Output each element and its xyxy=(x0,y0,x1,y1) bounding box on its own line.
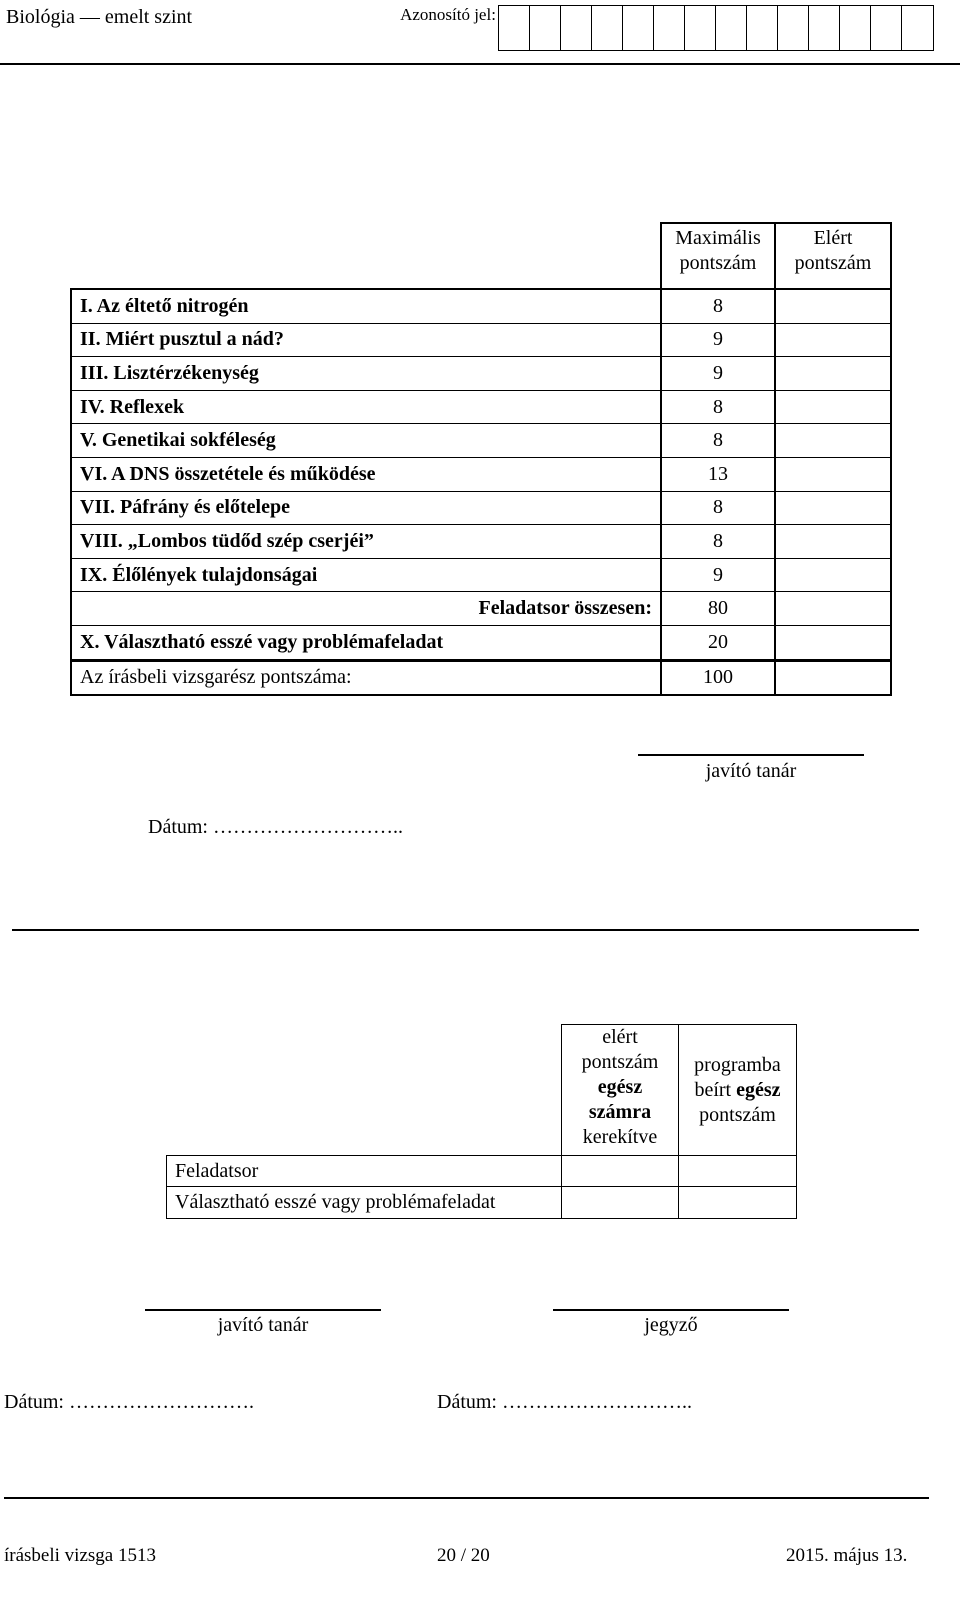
subtotal-achieved-cell[interactable] xyxy=(775,592,891,626)
date-field-left[interactable]: Dátum: ………………………. xyxy=(4,1391,254,1413)
task-label: VII. Páfrány és előtelepe xyxy=(71,491,661,525)
id-box[interactable] xyxy=(747,6,778,50)
achieved-score-cell[interactable] xyxy=(775,558,891,592)
id-box[interactable] xyxy=(592,6,623,50)
id-boxes[interactable] xyxy=(498,5,934,51)
id-box[interactable] xyxy=(902,6,933,50)
id-box[interactable] xyxy=(840,6,871,50)
task-label: IV. Reflexek xyxy=(71,390,661,424)
task-label: VI. A DNS összetétele és működése xyxy=(71,457,661,491)
signature-label-teacher: javító tanár xyxy=(217,1314,309,1336)
row-label-essay: Választható esszé vagy problémafeladat xyxy=(167,1187,562,1219)
max-score: 8 xyxy=(661,390,775,424)
date-field[interactable]: Dátum: ……………………….. xyxy=(148,816,403,838)
header-title: Biológia — emelt szint xyxy=(6,6,193,28)
achieved-score-cell[interactable] xyxy=(775,525,891,559)
score-table xyxy=(70,222,892,696)
id-box[interactable] xyxy=(623,6,654,50)
signature-label: javító tanár xyxy=(705,760,797,782)
subtotal-label: Feladatsor összesen: xyxy=(71,592,661,626)
signature-line[interactable] xyxy=(145,1309,381,1311)
id-box[interactable] xyxy=(809,6,840,50)
max-score: 8 xyxy=(661,491,775,525)
max-score: 9 xyxy=(661,323,775,357)
achieved-score-cell[interactable] xyxy=(775,390,891,424)
max-score: 13 xyxy=(661,457,775,491)
rounded-score-cell[interactable] xyxy=(562,1156,679,1187)
id-box[interactable] xyxy=(778,6,809,50)
subtotal-max: 80 xyxy=(661,592,775,626)
entered-score-cell[interactable] xyxy=(679,1156,797,1187)
max-score: 8 xyxy=(661,424,775,458)
section-divider xyxy=(12,929,919,931)
task-label: V. Genetikai sokféleség xyxy=(71,424,661,458)
id-label: Azonosító jel: xyxy=(400,5,496,24)
footer-left: írásbeli vizsga 1513 xyxy=(4,1545,156,1566)
signature-line[interactable] xyxy=(638,754,864,756)
total-max: 100 xyxy=(661,660,775,695)
id-box[interactable] xyxy=(561,6,592,50)
footer-date: 2015. május 13. xyxy=(786,1545,908,1566)
footer-rule xyxy=(4,1497,929,1499)
id-box[interactable] xyxy=(685,6,716,50)
achieved-score-cell[interactable] xyxy=(775,457,891,491)
max-score: 8 xyxy=(661,525,775,559)
rounded-score-cell[interactable] xyxy=(562,1187,679,1219)
rounding-table xyxy=(166,1024,797,1219)
col-header-rounded: elért pontszám egész számra kerekítve xyxy=(562,1025,679,1156)
id-box[interactable] xyxy=(499,6,530,50)
signature-line[interactable] xyxy=(553,1309,789,1311)
max-score: 9 xyxy=(661,357,775,391)
task-label: III. Lisztérzékenység xyxy=(71,357,661,391)
achieved-score-cell[interactable] xyxy=(775,424,891,458)
entered-score-cell[interactable] xyxy=(679,1187,797,1219)
achieved-score-cell[interactable] xyxy=(775,323,891,357)
signature-label-notary: jegyző xyxy=(644,1314,698,1336)
col-header-max: Maximális pontszám xyxy=(661,223,775,289)
id-box[interactable] xyxy=(716,6,747,50)
footer-page: 20 / 20 xyxy=(437,1545,490,1566)
task-label: II. Miért pusztul a nád? xyxy=(71,323,661,357)
task-label: IX. Élőlények tulajdonságai xyxy=(71,558,661,592)
col-header-entered: programba beírt egész pontszám xyxy=(679,1025,797,1156)
date-field-right[interactable]: Dátum: ……………………….. xyxy=(437,1391,692,1413)
achieved-score-cell[interactable] xyxy=(775,357,891,391)
essay-achieved-cell[interactable] xyxy=(775,625,891,660)
col-header-got: Elért pontszám xyxy=(775,223,891,289)
essay-label: X. Választható esszé vagy problémafeladat xyxy=(71,625,661,660)
task-label: VIII. „Lombos tüdőd szép cserjéi” xyxy=(71,525,661,559)
header-rule xyxy=(0,63,960,65)
essay-max: 20 xyxy=(661,625,775,660)
id-box[interactable] xyxy=(530,6,561,50)
max-score: 8 xyxy=(661,289,775,323)
total-label: Az írásbeli vizsgarész pontszáma: xyxy=(71,660,661,695)
total-achieved-cell[interactable] xyxy=(775,660,891,695)
achieved-score-cell[interactable] xyxy=(775,491,891,525)
task-label: I. Az éltető nitrogén xyxy=(71,289,661,323)
id-box[interactable] xyxy=(871,6,902,50)
achieved-score-cell[interactable] xyxy=(775,289,891,323)
id-box[interactable] xyxy=(654,6,685,50)
max-score: 9 xyxy=(661,558,775,592)
row-label-feladatsor: Feladatsor xyxy=(167,1156,562,1187)
